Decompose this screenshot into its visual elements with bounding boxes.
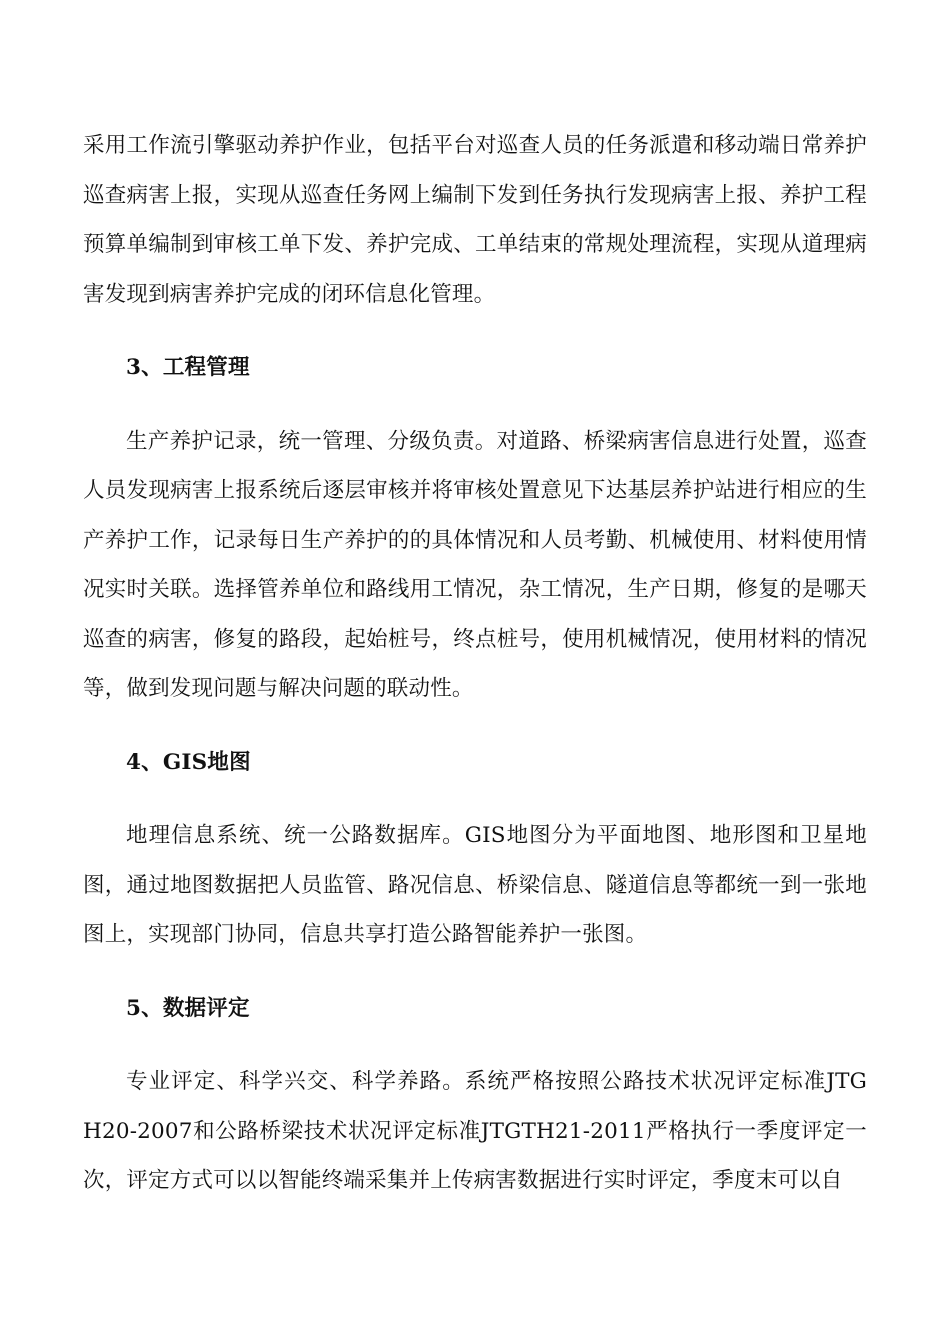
paragraph-evaluation: 专业评定、科学兴交、科学养路。系统严格按照公路技术状况评定标准JTG H20-2007和公路桥梁技术状况评定标准JTGTH21-2011严格执行一季度评定一次，评定方式可以以智能终端采集并上传病害数据进行实时评定，季度末可以自 bbox=[83, 1069, 867, 1193]
spacer bbox=[83, 1033, 867, 1057]
spacer bbox=[83, 787, 867, 811]
document-body bbox=[83, 121, 867, 1206]
spacer bbox=[83, 393, 867, 417]
paragraph-gis: 地理信息系统、统一公路数据库。GIS地图分为平面地图、地形图和卫星地图，通过地图数据把人员监管、路况信息、桥梁信息、隧道信息等都统一到一张地图上，实现部门协同，信息共享打造公路智能养护一张图。 bbox=[83, 823, 867, 947]
spacer bbox=[83, 960, 867, 984]
section-heading-gis: 4、GIS地图 bbox=[126, 749, 251, 775]
section-heading-engineering: 3、工程管理 bbox=[126, 355, 250, 380]
section-heading-evaluation: 5、数据评定 bbox=[126, 995, 250, 1021]
paragraph-workflow: 采用工作流引擎驱动养护作业，包括平台对巡查人员的任务派遣和移动端日常养护巡查病害上报，实现从巡查任务网上编制下发到任务执行发现病害上报、养护工程预算单编制到审核工单下发、养护完成、工单结束的常规处理流程，实现从道理病害发现到病害养护完成的闭环信息化管理。 bbox=[83, 133, 867, 307]
paragraph-engineering: 生产养护记录，统一管理、分级负责。对道路、桥梁病害信息进行处置，巡查人员发现病害上报系统后逐层审核并将审核处置意见下达基层养护站进行相应的生产养护工作，记录每日生产养护的的具体情况和人员考勤、机械使用、材料使用情况实时关联。选择管养单位和路线用工情况，杂工情况，生产日期，修复的是哪天巡查的病害，修复的路段，起始桩号，终点桩号，使用机械情况，使用材料的情况等，做到发现问题与解决问题的联动性。 bbox=[83, 428, 867, 701]
spacer bbox=[83, 319, 867, 343]
spacer bbox=[83, 714, 867, 738]
